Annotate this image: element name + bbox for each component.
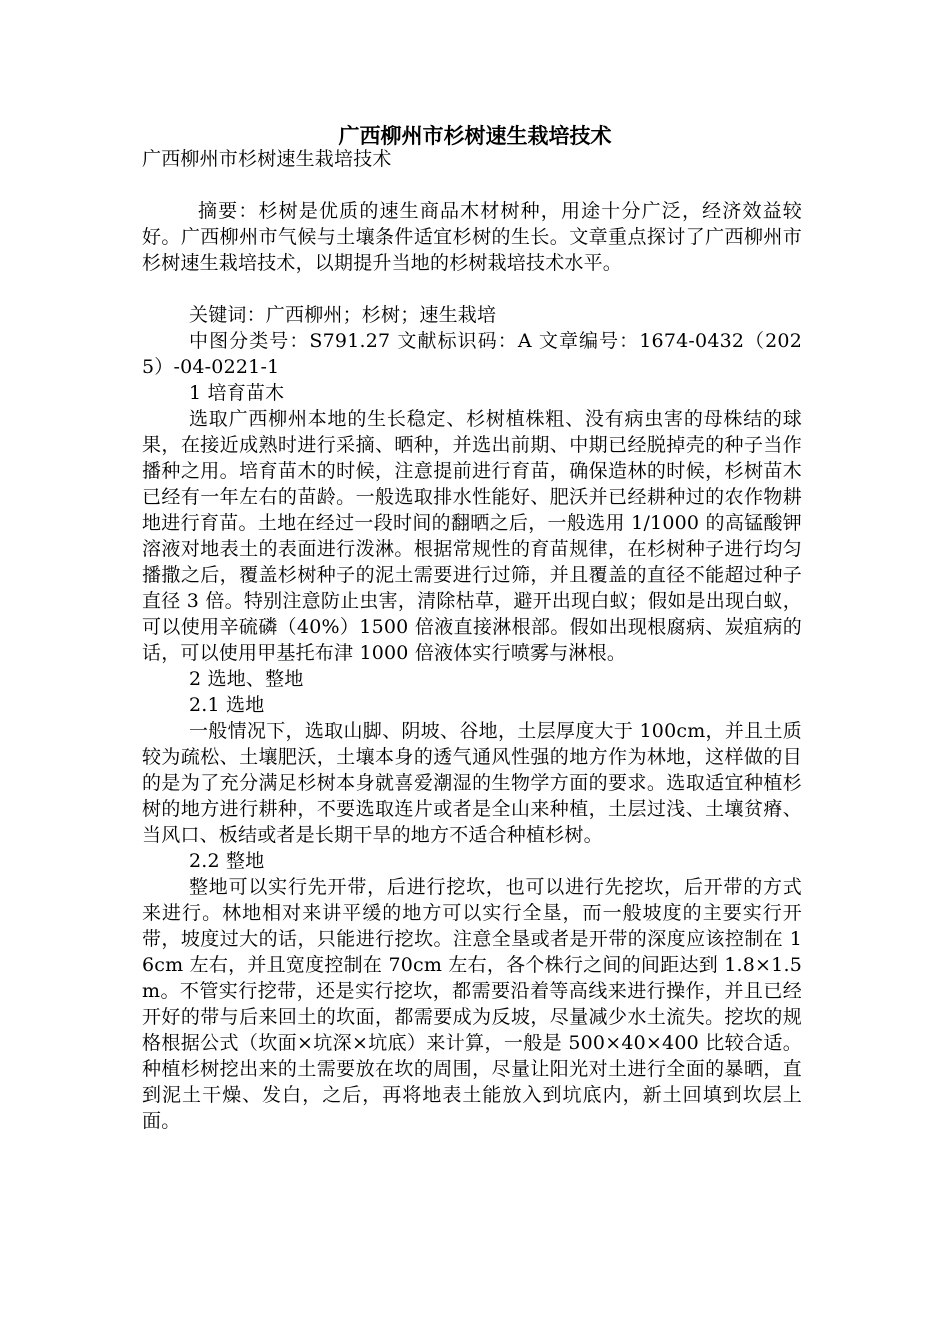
section-1-paragraph: 选取广西柳州本地的生长稳定、杉树植株粗、没有病虫害的母株结的球果，在接近成熟时进行采摘、晒种，并选出前期、中期已经脱掉壳的种子当作播种之用。培育苗木的时候，注意提前进行育苗，确保造林的时候，杉树苗木已经有一年左右的苗龄。一般选取排水性能好、肥沃并已经耕种过的农作物耕地进行育苗。土地在经过一段时间的翻晒之后，一般选用 1/1000 的高锰酸钾溶液对地表土的表面进行泼淋。根据常规性的育苗规律，在杉树种子进行均匀播撒之后，覆盖杉树种子的泥土需要进行过筛，并且覆盖的直径不能超过种子直径 3 倍。特别注意防止虫害，清除枯草，避开出现白蚁；假如是出现白蚁，可以使用辛硫磷（40%）1500 倍液直接淋根部。假如出现根腐病、炭疽病的话，可以使用甲基托布津 1000 倍液体实行喷雾与淋根。 (142, 408, 802, 664)
section-2-1-paragraph: 一般情况下，选取山脚、阴坡、谷地，土层厚度大于 100cm，并且土质较为疏松、土壤肥沃，土壤本身的透气通风性强的地方作为林地，这样做的目的是为了充分满足杉树本身就喜爱潮湿的生物学方面的要求。选取适宜种植杉树的地方进行耕种，不要选取连片或者是全山来种植，土层过浅、土壤贫瘠、当风口、板结或者是长期干旱的地方不适合种植杉树。 (142, 720, 802, 846)
keywords: 关键词：广西柳州；杉树；速生栽培 (189, 304, 497, 326)
document-title: 广西柳州市杉树速生栽培技术 (338, 124, 612, 148)
section-heading-2-2: 2.2 整地 (189, 850, 265, 872)
section-heading-2: 2 选地、整地 (189, 668, 304, 690)
abstract: 摘要：杉树是优质的速生商品木材树种，用途十分广泛，经济效益较好。广西柳州市气候与土壤条件适宜杉树的生长。文章重点探讨了广西柳州市杉树速生栽培技术，以期提升当地的杉树栽培技术水平。 (142, 200, 802, 274)
classification-info: 中图分类号：S791.27 文献标识码：A 文章编号：1674-0432（2025）-04-0221-1 (142, 330, 802, 378)
section-heading-1: 1 培育苗木 (189, 382, 285, 404)
section-2-2-paragraph: 整地可以实行先开带，后进行挖坎，也可以进行先挖坎，后开带的方式来进行。林地相对来讲平缓的地方可以实行全垦，而一般坡度的主要实行开带，坡度过大的话，只能进行挖坎。注意全垦或者是开带的深度应该控制在 16cm 左右，并且宽度控制在 70cm 左右，各个株行之间的间距达到 1.8×1.5m。不管实行挖带，还是实行挖坎，都需要沿着等高线来进行操作，并且已经开好的带与后来回土的坎面，都需要成为反坡，尽量减少水土流失。挖坎的规格根据公式（坎面×坑深×坑底）来计算，一般是 500×40×400 比较合适。种植杉树挖出来的土需要放在坎的周围，尽量让阳光对土进行全面的暴晒，直到泥土干燥、发白，之后，再将地表土能放入到坑底内，新土回填到坎层上面。 (142, 876, 802, 1132)
section-heading-2-1: 2.1 选地 (189, 694, 265, 716)
document-subtitle: 广西柳州市杉树速生栽培技术 (142, 148, 392, 170)
document-body (142, 146, 802, 1134)
